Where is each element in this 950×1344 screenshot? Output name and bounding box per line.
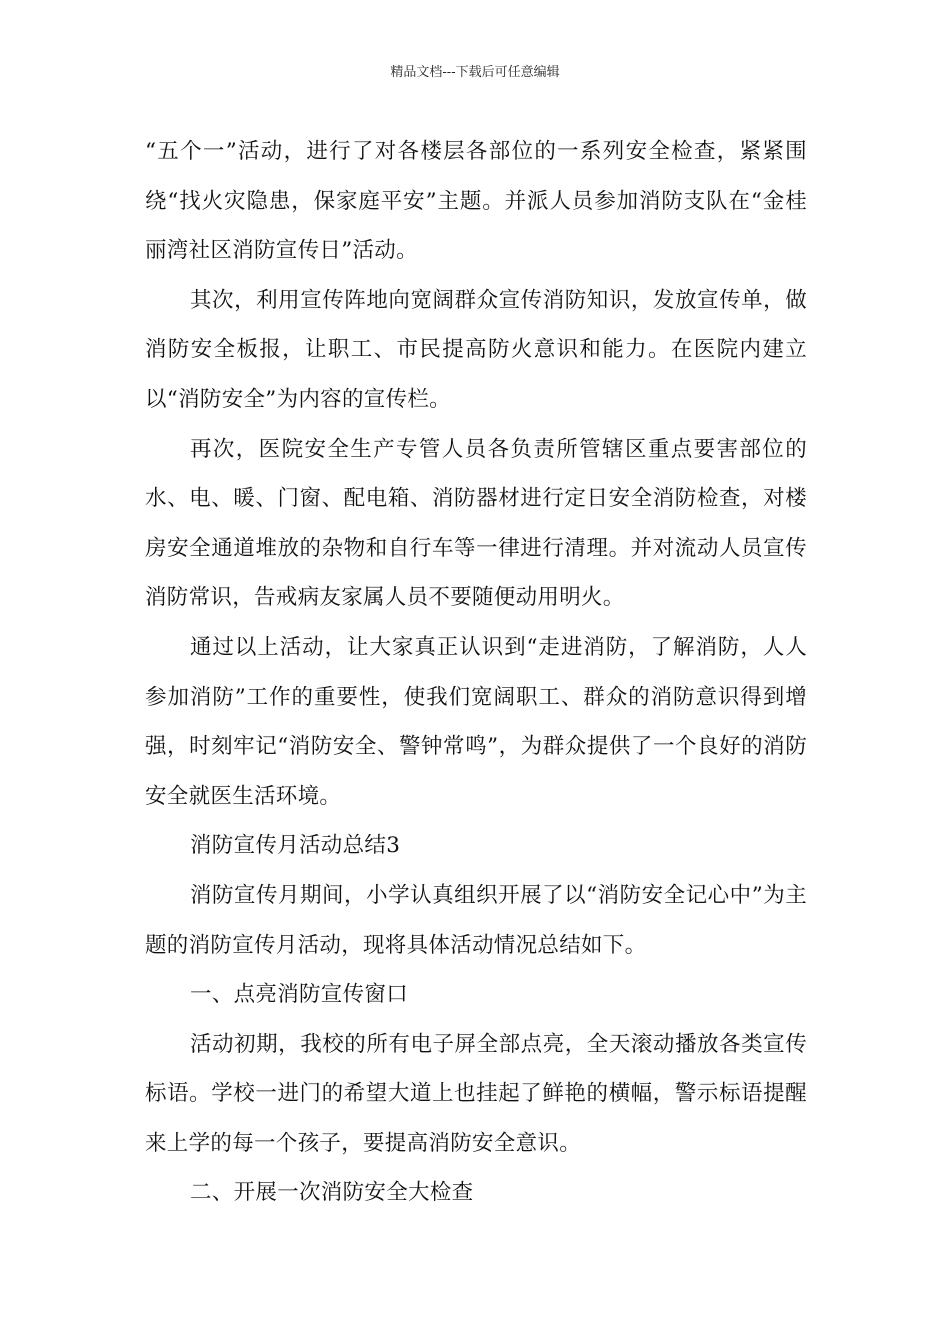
paragraph: 通过以上活动，让大家真正认识到“走进消防，了解消防，人人参加消防”工作的重要性，使我们宽阔职工、群众的消防意识得到增强，时刻牢记“消防安全、警钟常鸣”，为群众提供了一个良好的消防安全就医生活环境。 <box>145 634 807 809</box>
subsection-heading: 一、点亮消防宣传窗口 <box>190 982 409 1008</box>
page-header: 精品文档---下载后可任意编辑 <box>390 65 560 80</box>
document-body <box>145 127 807 1218</box>
paragraph-continued: “五个一”活动，进行了对各楼层各部位的一系列安全检查，紧紧围绕“找火灾隐患，保家庭平安”主题。并派人员参加消防支队在“金桂丽湾社区消防宣传日”活动。 <box>145 139 807 264</box>
paragraph: 活动初期，我校的所有电子屏全部点亮，全天滚动播放各类宣传标语。学校一进门的希望大道上也挂起了鲜艳的横幅，警示标语提醒来上学的每一个孩子，要提高消防安全意识。 <box>145 1031 807 1156</box>
paragraph: 消防宣传月期间，小学认真组织开展了以“消防安全记心中”为主题的消防宣传月活动，现将具体活动情况总结如下。 <box>145 882 807 958</box>
paragraph: 再次，医院安全生产专管人员各负责所管辖区重点要害部位的水、电、暖、门窗、配电箱、消防器材进行定日安全消防检查，对楼房安全通道堆放的杂物和自行车等一律进行清理。并对流动人员宣传消防常识，告戒病友家属人员不要随便动用明火。 <box>145 436 807 611</box>
subsection-heading: 二、开展一次消防安全大检查 <box>190 1180 474 1206</box>
paragraph: 其次，利用宣传阵地向宽阔群众宣传消防知识，发放宣传单，做消防安全板报，让职工、市民提高防火意识和能力。在医院内建立以“消防安全”为内容的宣传栏。 <box>145 287 807 412</box>
section-title: 消防宣传月活动总结3 <box>190 833 401 859</box>
